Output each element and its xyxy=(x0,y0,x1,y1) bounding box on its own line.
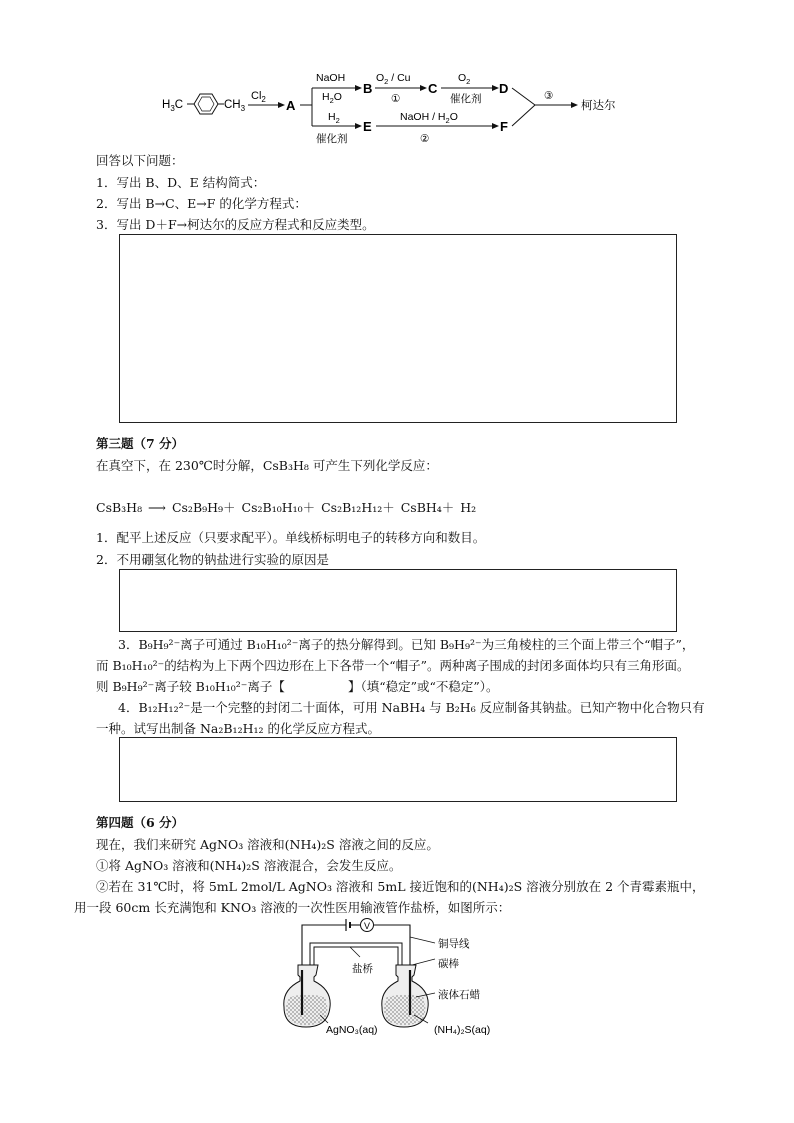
label-agno3: AgNO₃(aq) xyxy=(326,1024,378,1036)
electrochemical-cell-figure xyxy=(280,915,520,1040)
q3-item-1: 1．配平上述反应（只要求配平）。单线桥标明电子的转移方向和数目。 xyxy=(96,530,486,545)
h2-label: $H_2$ xyxy=(328,111,340,125)
reactant-ch3: $CH_3$ xyxy=(224,99,246,113)
compound-c: C xyxy=(428,81,438,96)
compound-b: B xyxy=(363,81,373,96)
answer-box-q3-4[interactable] xyxy=(119,737,677,802)
q3-item-3-line-1: 3．B₉H₉²⁻离子可通过 B₁₀H₁₀²⁻离子的热分解得到。已知 B₉H₉²⁻为三角棱柱的三个面上带三个“帽子”， xyxy=(118,637,695,652)
q4-step-2-line-1: ②若在 31℃时，将 5mL 2mol/L AgNO₃ 溶液和 5mL 接近饱和的(NH₄)₂S 溶液分别放在 2 个青霉素瓶中， xyxy=(96,879,705,894)
q3-item-3-line-3b: 】（填“稳定”或“不稳定”）。 xyxy=(348,679,499,694)
q3-equation: CsB₃H₈ ⟶ Cs₂B₉H₉＋ Cs₂B₁₀H₁₀＋ Cs₂B₁₂H₁₂＋ CsBH₄＋ H₂ xyxy=(96,500,477,515)
o2cu-label: $O_2$ / Cu xyxy=(376,72,411,86)
o2-label: $O_2$ xyxy=(458,72,471,86)
q4-step-2-line-2: 用一段 60cm 长充满饱和 KNO₃ 溶液的一次性医用输液管作盐桥，如图所示： xyxy=(74,900,511,915)
naoh-label: NaOH xyxy=(316,72,346,84)
q2-item-1: 1．写出 B、D、E 结构简式： xyxy=(96,175,266,190)
q3-item-2: 2．不用硼氢化物的钠盐进行实验的原因是 xyxy=(96,552,329,567)
q3-item-4-line-1: 4．B₁₂H₁₂²⁻是一个完整的封闭二十面体，可用 NaBH₄ 与 B₂H₆ 反应制备其钠盐。已知产物中化合物只有 xyxy=(118,700,705,715)
q3-item-3-line-3a: 则 B₉H₉²⁻离子较 B₁₀H₁₀²⁻离子【 xyxy=(96,679,285,694)
naoh-h2o-label: NaOH / $H_2O$ xyxy=(400,111,458,125)
label-nh4-2s: (NH₄)₂S(aq) xyxy=(434,1024,491,1036)
step-2-marker: ② xyxy=(420,133,430,145)
q2-item-3: 3．写出 D＋F→柯达尔的反应方程式和反应类型。 xyxy=(96,217,375,232)
compound-e: E xyxy=(363,119,372,134)
q2-item-2: 2．写出 B→C、E→F 的化学方程式： xyxy=(96,196,307,211)
reactant-h3c: $H_3C$ xyxy=(162,99,184,113)
label-salt-bridge: 盐桥 xyxy=(352,963,373,975)
label-carbon-rod: 碳棒 xyxy=(438,958,459,970)
reaction-scheme xyxy=(150,62,630,154)
q4-intro: 现在，我们来研究 AgNO₃ 溶液和(NH₄)₂S 溶液之间的反应。 xyxy=(96,837,439,852)
product-kodar: 柯达尔 xyxy=(581,98,616,112)
q3-title: 第三题（7 分） xyxy=(96,436,185,451)
h2o-label: $H_2O$ xyxy=(322,91,342,105)
compound-f: F xyxy=(500,119,508,134)
step-3-marker: ③ xyxy=(544,90,554,102)
step-1-marker: ① xyxy=(391,93,401,105)
answer-box-q3-2[interactable] xyxy=(119,569,677,632)
compound-a: A xyxy=(286,98,296,113)
label-liquid-paraffin: 液体石蜡 xyxy=(438,989,480,1001)
catalyst-label-1: 催化剂 xyxy=(450,93,482,105)
label-copper-wire: 铜导线 xyxy=(438,938,470,950)
q4-step-1: ①将 AgNO₃ 溶液和(NH₄)₂S 溶液混合，会发生反应。 xyxy=(96,858,402,873)
answer-box-q2[interactable] xyxy=(119,234,677,423)
compound-d: D xyxy=(499,81,509,96)
q2-intro: 回答以下问题： xyxy=(96,153,184,168)
cl2-label: $Cl_2$ xyxy=(251,90,266,104)
catalyst-label-2: 催化剂 xyxy=(316,133,348,145)
q3-intro: 在真空下，在 230℃时分解，CsB₃H₈ 可产生下列化学反应： xyxy=(96,458,438,473)
svg-text:V: V xyxy=(364,921,371,931)
q3-item-4-line-2: 一种。试写出制备 Na₂B₁₂H₁₂ 的化学反应方程式。 xyxy=(96,721,380,736)
q4-title: 第四题（6 分） xyxy=(96,815,185,830)
q3-item-3-line-2: 而 B₁₀H₁₀²⁻的结构为上下两个四边形在上下各带一个“帽子”。两种离子围成的封闭多面体均只有三角形面。 xyxy=(96,658,690,673)
